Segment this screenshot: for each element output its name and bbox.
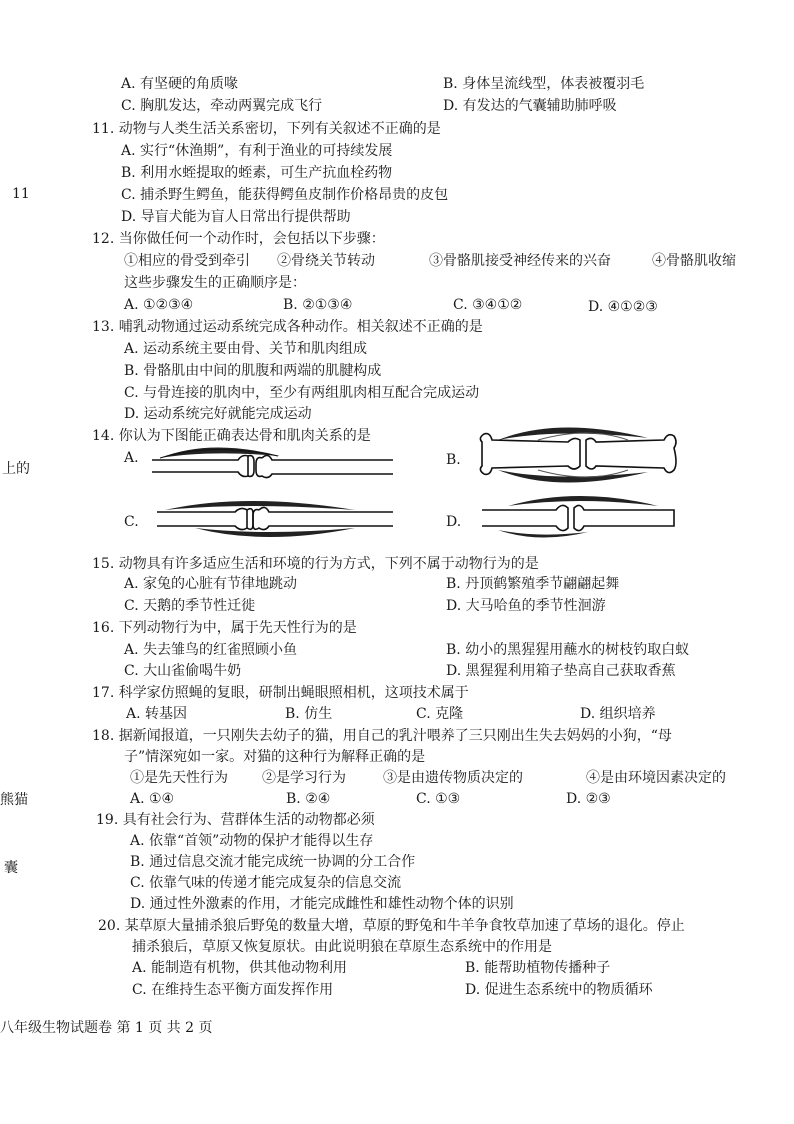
- q14-figure-b: [478, 420, 678, 490]
- q11-option-b: B. 利用水蛭提取的蛭素，可生产抗血栓药物: [121, 165, 393, 181]
- q12-step-4: ④骨骼肌收缩: [652, 253, 736, 269]
- q14-figure-a: [150, 440, 395, 490]
- q18-statement-4: ④是由环境因素决定的: [586, 770, 726, 786]
- q19-option-c: C. 依靠气味的传递才能完成复杂的信息交流: [130, 875, 402, 891]
- q15-option-c: C. 天鹅的季节性迁徙: [124, 598, 256, 614]
- q18-stem-line-1: 18. 据新闻报道，一只刚失去幼子的猫，用自己的乳汁喂养了三只刚出生失去妈妈的小狗，“母: [92, 728, 672, 744]
- q14-label-b: B.: [446, 452, 461, 468]
- q14-label-a: A.: [124, 450, 139, 466]
- q13-stem: 13. 哺乳动物通过运动系统完成各种动作。相关叙述不正确的是: [92, 319, 483, 335]
- page-footer: 八年级生物试题卷 第 1 页 共 2 页: [0, 1020, 213, 1036]
- q13-option-d: D. 运动系统完好就能完成运动: [124, 406, 312, 422]
- q18-option-b: B. ②④: [286, 791, 331, 807]
- margin-fragment-xiong-mao: 熊猫: [0, 792, 28, 808]
- q11-option-a: A. 实行“休渔期”，有利于渔业的可持续发展: [121, 143, 393, 159]
- q18-statement-1: ①是先天性行为: [130, 770, 228, 786]
- q15-option-d: D. 大马哈鱼的季节性洄游: [446, 598, 606, 614]
- q14-figure-d: [478, 488, 678, 548]
- q17-option-d: D. 组织培养: [580, 706, 656, 722]
- q10-option-c: C. 胸肌发达，牵动两翼完成飞行: [121, 98, 323, 114]
- q10-option-b: B. 身体呈流线型，体表被覆羽毛: [443, 76, 645, 92]
- q13-option-b: B. 骨骼肌由中间的肌腹和两端的肌腱构成: [124, 363, 382, 379]
- q17-option-c: C. 克隆: [416, 706, 464, 722]
- q12-step-1: ①相应的骨受到牵引: [124, 253, 250, 269]
- q15-stem: 15. 动物具有许多适应生活和环境的行为方式，下列不属于动物行为的是: [92, 556, 539, 572]
- q16-stem: 16. 下列动物行为中，属于先天性行为的是: [92, 620, 357, 636]
- q16-option-b: B. 幼小的黑猩猩用蘸水的树枝钓取白蚁: [446, 642, 690, 658]
- q14-label-c: C.: [124, 514, 139, 530]
- q14-stem: 14. 你认为下图能正确表达骨和肌肉关系的是: [92, 428, 371, 444]
- q13-option-a: A. 运动系统主要由骨、关节和肌肉组成: [124, 341, 368, 357]
- q12-step-3: ③骨骼肌接受神经传来的兴奋: [429, 253, 611, 269]
- q10-option-a: A. 有坚硬的角质喙: [121, 76, 239, 92]
- margin-fragment-11: 11: [12, 186, 30, 202]
- q20-stem-line-1: 20. 某草原大量捕杀狼后野兔的数量大增，草原的野兔和牛羊争食牧草加速了草场的退化。停止: [98, 918, 685, 934]
- q16-option-d: D. 黑猩猩利用箱子垫高自己获取香蕉: [446, 663, 676, 679]
- q10-option-d: D. 有发达的气囊辅助肺呼吸: [443, 98, 617, 114]
- q11-option-c: C. 捕杀野生鳄鱼，能获得鳄鱼皮制作价格昂贵的皮包: [121, 187, 449, 203]
- q20-option-c: C. 在维持生态平衡方面发挥作用: [132, 982, 334, 998]
- q18-statement-2: ②是学习行为: [262, 770, 346, 786]
- q20-option-b: B. 能帮助植物传播种子: [465, 960, 611, 976]
- q11-option-d: D. 导盲犬能为盲人日常出行提供帮助: [121, 209, 351, 225]
- q12-option-a: A. ①②③④: [124, 297, 194, 313]
- q18-option-a: A. ①④: [130, 791, 175, 807]
- q19-option-a: A. 依靠“首领”动物的保护才能得以生存: [130, 833, 374, 849]
- q12-option-c: C. ③④①②: [453, 297, 523, 313]
- q20-option-a: A. 能制造有机物，供其他动物利用: [132, 960, 348, 976]
- q18-option-d: D. ②③: [566, 791, 611, 807]
- q18-option-c: C. ①③: [416, 791, 461, 807]
- q18-stem-line-2: 子”情深宛如一家。对猫的这种行为解释正确的是: [124, 749, 426, 765]
- q11-stem: 11. 动物与人类生活关系密切，下列有关叙述不正确的是: [92, 121, 441, 137]
- q14-figure-c: [155, 492, 395, 546]
- q12-option-d: D. ④①②③: [588, 299, 658, 315]
- margin-fragment-nang: 囊: [4, 860, 18, 876]
- q19-stem: 19. 具有社会行为、营群体生活的动物都必须: [96, 812, 375, 828]
- q16-option-a: A. 失去雏鸟的红雀照顾小鱼: [124, 642, 298, 658]
- q12-step-2: ②骨绕关节转动: [277, 253, 375, 269]
- q12-order-prompt: 这些步骤发生的正确顺序是：: [124, 275, 306, 291]
- q17-option-b: B. 仿生: [285, 706, 333, 722]
- q15-option-b: B. 丹顶鹤繁殖季节翩翩起舞: [446, 576, 620, 592]
- q19-option-d: D. 通过性外激素的作用，才能完成雌性和雄性动物个体的识别: [130, 896, 514, 912]
- q17-stem: 17. 科学家仿照蝇的复眼，研制出蝇眼照相机，这项技术属于: [92, 685, 469, 701]
- q16-option-c: C. 大山雀偷喝牛奶: [124, 663, 242, 679]
- q20-stem-line-2: 捕杀狼后，草原又恢复原状。由此说明狼在草原生态系统中的作用是: [132, 939, 552, 955]
- q17-option-a: A. 转基因: [126, 706, 188, 722]
- q18-statement-3: ③是由遗传物质决定的: [383, 770, 523, 786]
- q15-option-a: A. 家兔的心脏有节律地跳动: [124, 576, 298, 592]
- q12-option-b: B. ②①③④: [283, 297, 353, 313]
- q20-option-d: D. 促进生态系统中的物质循环: [465, 982, 653, 998]
- q14-label-d: D.: [446, 514, 462, 530]
- q13-option-c: C. 与骨连接的肌肉中，至少有两组肌肉相互配合完成运动: [124, 385, 480, 401]
- margin-fragment-shang-de: 上的: [2, 461, 30, 477]
- q19-option-b: B. 通过信息交流才能完成统一协调的分工合作: [130, 854, 416, 870]
- q12-stem: 12. 当你做任何一个动作时，会包括以下步骤：: [92, 231, 385, 247]
